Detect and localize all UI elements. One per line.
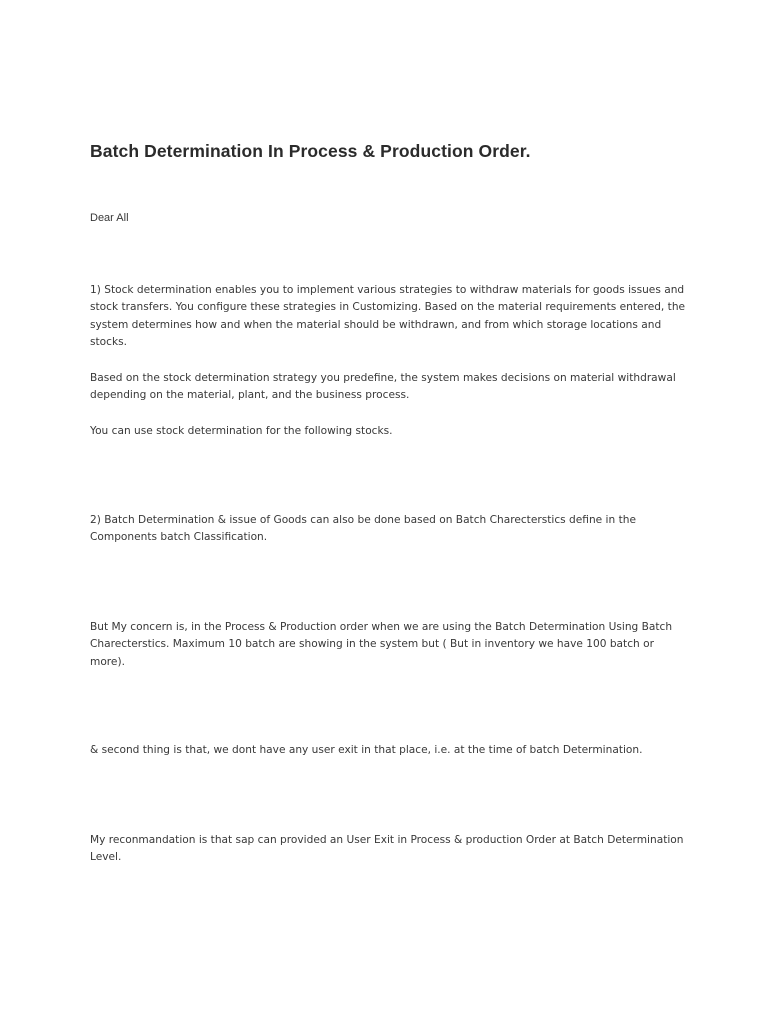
paragraph-concern: But My concern is, in the Process & Production order when we are using the Batch Determination Using Batch Charecterstics. Maximum 10 batch are showing in the system but ( But in inventory we have 100 batch or more). [90, 621, 673, 668]
paragraph-user-exit: & second thing is that, we dont have any user exit in that place, i.e. at the time of batch Determination. [90, 744, 643, 756]
paragraph-stocks: You can use stock determination for the following stocks. [90, 425, 393, 437]
paragraph-recommendation: My reconmandation is that sap can provided an User Exit in Process & production Order at Batch Determination Level. [90, 834, 684, 864]
paragraph-batch-determination: 2) Batch Determination & issue of Goods can also be done based on Batch Charecterstics define in the Components batch Classification. [90, 514, 636, 544]
paragraph-stock-determination: 1) Stock determination enables you to implement various strategies to withdraw materials for goods issues and stock transfers. You configure these strategies in Customizing. Based on the material requirements entered, the system determines how and when the material should be withdrawn, and from which storage locations and stocks. [90, 284, 686, 348]
paragraph-strategy: Based on the stock determination strategy you predefine, the system makes decisions on material withdrawal depending on the material, plant, and the business process. [90, 372, 676, 402]
greeting: Dear All [90, 212, 129, 224]
document-title: Batch Determination In Process & Production Order. [90, 141, 531, 161]
